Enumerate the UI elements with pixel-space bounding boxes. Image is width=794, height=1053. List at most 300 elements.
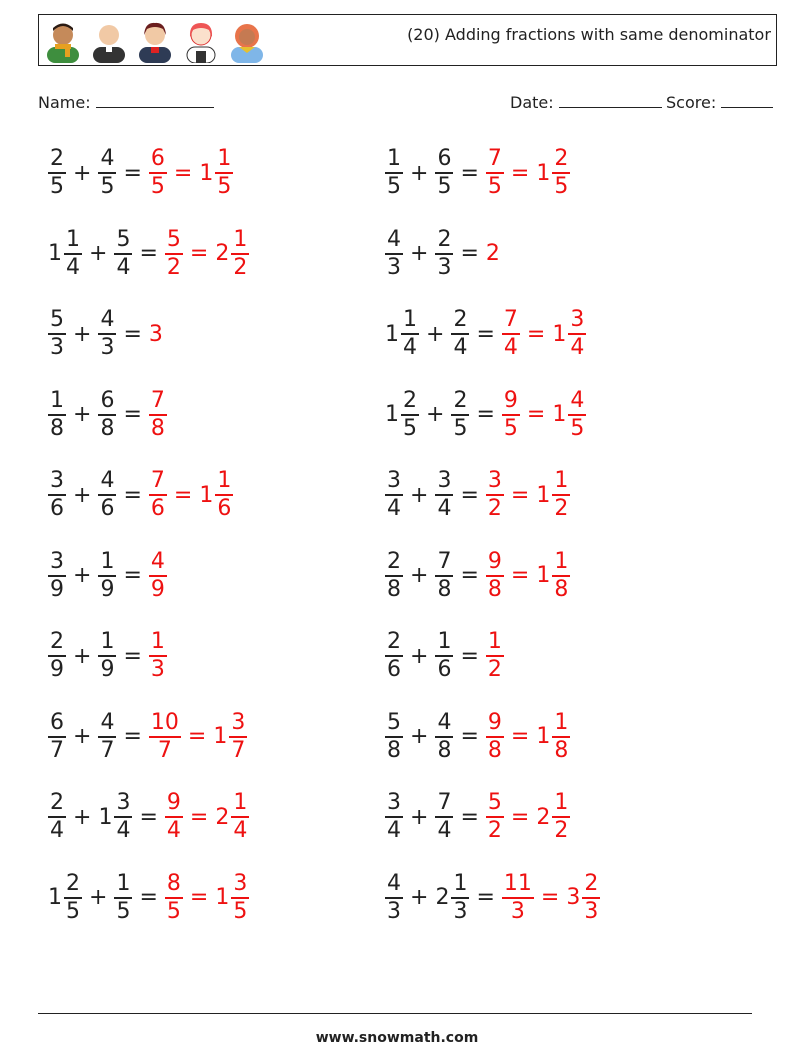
denominator: 2: [487, 818, 502, 843]
whole-number: 1: [98, 804, 113, 830]
denominator: 5: [150, 174, 165, 199]
answer: [500, 307, 588, 361]
answer-equals-sign: =: [510, 160, 530, 186]
denominator: 4: [166, 818, 181, 843]
numerator: 2: [453, 387, 468, 413]
whole-number: 3: [566, 885, 581, 910]
numerator: 1: [554, 790, 569, 815]
answer: [163, 790, 251, 844]
fraction: [385, 629, 403, 683]
whole-number: 1: [48, 885, 62, 910]
denominator: 6: [437, 657, 452, 682]
plus-sign: +: [73, 563, 92, 588]
answer: [484, 549, 572, 603]
problem-item: [383, 546, 572, 606]
numerator: 5: [50, 307, 64, 332]
name-field: [38, 93, 214, 112]
answer-equals-sign: =: [173, 160, 193, 186]
fraction: [165, 790, 183, 844]
answer-equals-sign: =: [540, 885, 560, 910]
numerator: 3: [50, 468, 64, 493]
fraction: [552, 790, 570, 844]
denominator: 4: [570, 335, 585, 360]
answer-equals-sign: =: [526, 402, 546, 427]
answer: [500, 388, 588, 442]
denominator: 7: [100, 737, 115, 763]
equals-sign: =: [139, 241, 158, 266]
denominator: 8: [387, 737, 401, 763]
denominator: 8: [50, 415, 64, 441]
numerator: 3: [387, 468, 401, 493]
answer: [147, 146, 235, 200]
plus-sign: +: [410, 482, 429, 508]
numerator: 4: [100, 307, 115, 332]
answer: [500, 871, 602, 925]
fraction: [215, 468, 233, 522]
fraction: [48, 307, 66, 361]
numerator: 1: [387, 146, 401, 171]
denominator: 8: [554, 576, 569, 602]
plus-sign: +: [410, 724, 429, 749]
numerator: 1: [554, 548, 569, 574]
plus-sign: +: [89, 241, 108, 266]
equals-sign: =: [460, 563, 479, 588]
whole-number: 1: [385, 402, 399, 427]
numerator: 3: [570, 307, 585, 332]
name-blank: [96, 93, 214, 108]
numerator: 2: [66, 870, 80, 896]
problem-item: [383, 626, 506, 686]
whole-number: 1: [48, 241, 62, 266]
fraction: [231, 227, 249, 281]
fraction: [149, 388, 167, 442]
numerator: 1: [116, 870, 131, 896]
denominator: 7: [50, 737, 64, 763]
plus-sign: +: [410, 160, 429, 186]
denominator: 2: [554, 496, 569, 521]
denominator: 2: [487, 496, 502, 521]
plus-sign: +: [410, 804, 429, 830]
equals-sign: =: [476, 885, 495, 910]
answer: [147, 629, 169, 683]
equals-sign: =: [123, 643, 142, 669]
numerator: 1: [100, 629, 115, 654]
denominator: 3: [50, 335, 64, 360]
bald-man-avatar: [89, 19, 129, 63]
worksheet-title: (20) Adding fractions with same denominator: [407, 25, 771, 44]
equals-sign: =: [460, 482, 479, 508]
score-blank: [721, 93, 773, 108]
fraction: [451, 307, 469, 361]
denominator: 8: [487, 576, 502, 602]
fraction: [48, 146, 66, 200]
problem-item: [383, 304, 588, 364]
denominator: 7: [231, 737, 246, 763]
denominator: 5: [453, 415, 468, 441]
fraction: [165, 227, 183, 281]
denominator: 4: [403, 335, 417, 360]
answer: [484, 146, 572, 200]
plus-sign: +: [89, 885, 108, 910]
whole-number: 1: [199, 482, 214, 508]
denominator: 8: [554, 737, 569, 763]
answer: [484, 790, 572, 844]
fraction: [502, 871, 534, 925]
whole-number: 1: [536, 482, 551, 508]
numerator: 1: [217, 468, 232, 493]
plus-sign: +: [73, 643, 92, 669]
numerator: 7: [503, 307, 518, 332]
whole-number: 3: [148, 321, 163, 347]
plus-sign: +: [73, 402, 92, 427]
fraction: [98, 146, 116, 200]
denominator: 3: [150, 657, 165, 682]
fraction: [435, 790, 453, 844]
numerator: 6: [437, 146, 452, 171]
denominator: 9: [100, 576, 115, 602]
numerator: 1: [233, 226, 248, 252]
denominator: 8: [437, 737, 452, 763]
problem-item: [383, 143, 572, 203]
numerator: 1: [50, 387, 64, 413]
numerator: 2: [50, 629, 64, 654]
problem-item: [383, 385, 588, 445]
fraction: [435, 710, 453, 764]
denominator: 3: [100, 335, 115, 360]
fraction: [48, 549, 66, 603]
date-blank: [559, 93, 662, 108]
score-field: [666, 93, 773, 112]
denominator: 8: [487, 737, 502, 763]
answer: [484, 710, 572, 764]
denominator: 7: [157, 737, 172, 763]
answer-equals-sign: =: [510, 482, 530, 508]
numerator: 1: [403, 307, 417, 332]
answer: [147, 468, 235, 522]
denominator: 5: [570, 415, 585, 441]
fraction: [114, 227, 132, 281]
numerator: 2: [387, 548, 401, 574]
plus-sign: +: [73, 160, 92, 186]
problem-item: [383, 465, 572, 525]
numerator: 4: [100, 146, 115, 171]
problem-item: [46, 385, 169, 445]
problem-item: [46, 707, 249, 767]
denominator: 9: [50, 657, 64, 682]
redhead-girl-avatar: [181, 19, 221, 63]
date-field: [510, 93, 662, 112]
fraction: [435, 227, 453, 281]
denominator: 9: [150, 576, 165, 602]
fraction: [98, 388, 116, 442]
plus-sign: +: [410, 885, 429, 910]
denominator: 9: [100, 657, 115, 682]
fraction: [149, 468, 167, 522]
answer: [147, 322, 163, 347]
fraction: [486, 468, 504, 522]
numerator: 7: [150, 468, 165, 493]
numerator: 4: [100, 468, 115, 493]
fraction: [568, 307, 586, 361]
numerator: 7: [437, 790, 452, 815]
equals-sign: =: [476, 402, 495, 427]
fraction: [451, 388, 469, 442]
whole-number: 2: [215, 804, 230, 830]
equals-sign: =: [460, 643, 479, 669]
denominator: 5: [100, 174, 115, 199]
answer-equals-sign: =: [526, 321, 546, 347]
fraction: [486, 710, 504, 764]
equals-sign: =: [139, 804, 158, 830]
boy-scarf-avatar: [43, 19, 83, 63]
problem-item: [383, 868, 602, 928]
numerator: 1: [150, 629, 165, 654]
fraction: [568, 388, 586, 442]
numerator: 4: [437, 709, 452, 735]
numerator: 11: [503, 870, 532, 896]
plus-sign: +: [410, 643, 429, 669]
numerator: 1: [554, 468, 569, 493]
denominator: 8: [150, 415, 165, 441]
problem-item: [383, 224, 500, 284]
denominator: 2: [554, 818, 569, 843]
denominator: 4: [50, 818, 64, 843]
fraction: [451, 871, 469, 925]
fraction: [552, 549, 570, 603]
denominator: 4: [387, 496, 401, 521]
denominator: 3: [437, 254, 452, 280]
fraction: [98, 468, 116, 522]
numerator: 6: [100, 387, 115, 413]
answer-equals-sign: =: [173, 482, 193, 508]
numerator: 1: [487, 629, 502, 654]
fraction: [98, 549, 116, 603]
numerator: 3: [116, 790, 131, 815]
whole-number: 2: [536, 804, 551, 830]
denominator: 4: [503, 335, 518, 360]
numerator: 1: [554, 709, 569, 735]
whole-number: 2: [485, 241, 500, 266]
problem-item: [46, 868, 251, 928]
numerator: 4: [387, 870, 401, 896]
plus-sign: +: [73, 321, 92, 347]
answer-equals-sign: =: [510, 563, 530, 588]
date-label: Date:: [510, 93, 554, 112]
numerator: 9: [166, 790, 181, 815]
fraction: [229, 710, 247, 764]
numerator: 3: [233, 870, 248, 896]
numerator: 3: [50, 548, 64, 574]
fraction: [98, 629, 116, 683]
fraction: [502, 388, 520, 442]
answer-equals-sign: =: [189, 804, 209, 830]
numerator: 5: [166, 226, 181, 252]
answer: [484, 629, 506, 683]
plus-sign: +: [410, 241, 429, 266]
answer-equals-sign: =: [510, 724, 530, 749]
whole-number: 1: [536, 160, 551, 186]
numerator: 7: [150, 387, 165, 413]
denominator: 5: [217, 174, 232, 199]
denominator: 5: [50, 174, 64, 199]
fraction: [231, 790, 249, 844]
numerator: 1: [233, 790, 248, 815]
fraction: [435, 549, 453, 603]
denominator: 5: [437, 174, 452, 199]
avatar-row: [43, 19, 267, 63]
denominator: 3: [453, 898, 468, 924]
numerator: 9: [487, 548, 502, 574]
equals-sign: =: [123, 402, 142, 427]
whole-number: 2: [435, 885, 450, 910]
equals-sign: =: [123, 482, 142, 508]
denominator: 4: [66, 254, 80, 280]
answer: [147, 388, 169, 442]
denominator: 2: [233, 254, 248, 280]
numerator: 3: [387, 790, 401, 815]
denominator: 3: [387, 254, 401, 280]
numerator: 5: [487, 790, 502, 815]
fraction: [552, 146, 570, 200]
denominator: 5: [487, 174, 502, 199]
equals-sign: =: [460, 241, 479, 266]
fraction: [486, 629, 504, 683]
equals-sign: =: [123, 724, 142, 749]
plus-sign: +: [410, 563, 429, 588]
denominator: 3: [510, 898, 525, 924]
equals-sign: =: [460, 804, 479, 830]
fraction: [48, 790, 66, 844]
fraction: [385, 790, 403, 844]
numerator: 1: [453, 870, 468, 896]
plus-sign: +: [426, 402, 445, 427]
numerator: 4: [387, 226, 401, 252]
fraction: [48, 710, 66, 764]
fraction: [486, 146, 504, 200]
whole-number: 1: [552, 321, 567, 347]
numerator: 2: [50, 790, 64, 815]
footer-divider: [38, 1013, 752, 1014]
numerator: 2: [453, 307, 468, 332]
denominator: 4: [387, 818, 401, 843]
equals-sign: =: [460, 724, 479, 749]
fraction: [114, 871, 132, 925]
numerator: 9: [503, 387, 518, 413]
fraction: [552, 468, 570, 522]
name-label: Name:: [38, 93, 91, 112]
problem-item: [383, 707, 572, 767]
plus-sign: +: [73, 804, 92, 830]
denominator: 3: [584, 898, 599, 924]
fraction: [502, 307, 520, 361]
whole-number: 1: [213, 724, 228, 749]
fraction: [486, 790, 504, 844]
fraction: [149, 710, 181, 764]
fraction: [48, 468, 66, 522]
denominator: 6: [150, 496, 165, 521]
denominator: 8: [437, 576, 452, 602]
fraction: [401, 307, 419, 361]
equals-sign: =: [123, 160, 142, 186]
fraction: [385, 871, 403, 925]
fraction: [98, 307, 116, 361]
equals-sign: =: [123, 563, 142, 588]
numerator: 2: [437, 226, 452, 252]
fraction: [385, 710, 403, 764]
whole-number: 1: [552, 402, 567, 427]
denominator: 5: [233, 898, 248, 924]
whole-number: 1: [199, 160, 214, 186]
numerator: 5: [116, 226, 131, 252]
numerator: 6: [50, 709, 64, 735]
numerator: 3: [231, 709, 246, 735]
fraction: [385, 549, 403, 603]
denominator: 5: [403, 415, 417, 441]
denominator: 3: [387, 898, 401, 924]
fraction: [401, 388, 419, 442]
denominator: 4: [116, 818, 131, 843]
denominator: 9: [50, 576, 64, 602]
worksheet-header: [38, 14, 777, 66]
numerator: 4: [100, 709, 115, 735]
numerator: 1: [437, 629, 452, 654]
numerator: 1: [66, 226, 80, 252]
problem-item: [46, 546, 169, 606]
fraction: [165, 871, 183, 925]
fraction: [385, 468, 403, 522]
plus-sign: +: [73, 724, 92, 749]
denominator: 6: [217, 496, 232, 521]
fraction: [486, 549, 504, 603]
denominator: 5: [116, 898, 131, 924]
numerator: 2: [554, 146, 569, 171]
denominator: 2: [487, 657, 502, 682]
equals-sign: =: [139, 885, 158, 910]
numerator: 1: [100, 548, 115, 574]
numerator: 4: [570, 387, 585, 413]
answer: [147, 549, 169, 603]
problem-item: [46, 143, 235, 203]
numerator: 7: [437, 548, 452, 574]
fraction: [149, 629, 167, 683]
fraction: [215, 146, 233, 200]
answer-equals-sign: =: [189, 241, 209, 266]
denominator: 4: [233, 818, 248, 843]
numerator: 3: [487, 468, 502, 493]
whole-number: 1: [536, 724, 551, 749]
woman-scarf-avatar: [227, 19, 267, 63]
fraction: [435, 629, 453, 683]
plus-sign: +: [426, 321, 445, 347]
fraction: [435, 146, 453, 200]
denominator: 5: [166, 898, 181, 924]
answer: [484, 241, 500, 266]
fraction: [149, 549, 167, 603]
fraction: [149, 146, 167, 200]
numerator: 2: [50, 146, 64, 171]
numerator: 7: [487, 146, 502, 171]
problem-item: [46, 465, 235, 525]
answer: [163, 871, 251, 925]
denominator: 6: [100, 496, 115, 521]
whole-number: 1: [215, 885, 230, 910]
problem-item: [383, 787, 572, 847]
fraction: [385, 227, 403, 281]
numerator: 5: [387, 709, 401, 735]
plus-sign: +: [73, 482, 92, 508]
fraction: [98, 710, 116, 764]
answer-equals-sign: =: [187, 724, 207, 749]
